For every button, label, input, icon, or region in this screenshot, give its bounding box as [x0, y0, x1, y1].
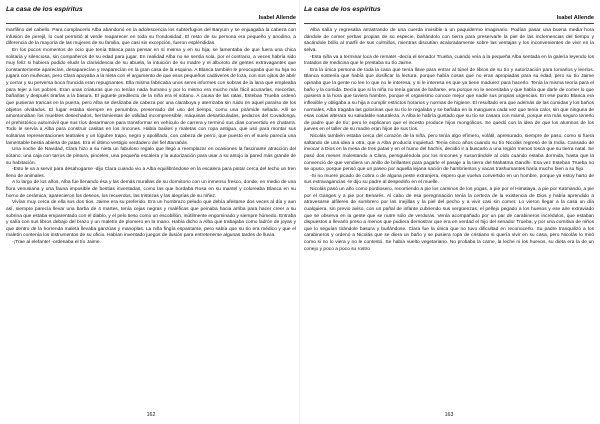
header-rule [6, 23, 296, 24]
paragraph: En los pocos momentos de ocio que tenía Blanca para pensar en sí misma y en su hija, se lamentaba de que fuera una chica solitaria y silenciosa, sin compañeros de su edad para jugar. En realidad Alba no se sentía sola, por el contrario, a veces habría sido muy feliz si hubiera podido eludir la clarividencia de su abuela, la intuición de su madre y el alboroto de gentes extravagantes que constantemente aparecían, desaparecían y reaparecían en la gran casa de la esquina. A Blanca también le preocupaba que su hija no jugara con muñecas, pero Clara apoyaba a la nieta con el argumento de que esos pequeños cadáveres de loza, con sus ojitos de abrir y cerrar y su perversa boca fruncida eran repugnantes. Ella misma fabricaba unos seres informes con sobras de la lana que empleaba para tejer a los pobres. Eran unas criaturas que no tenían nada humano y por lo mismo era mucho más fácil acunarlas, mecerlas, bañarlas y después tirarlas a la basura. El juguete predilecto de la niña era el sótano. A causa de las ratas, Esteban Trueba ordenó que pusieran trancas en la puerta, pero Alba se deslizaba de cabeza por una claraboya y aterrizaba sin ruido en aquel paraíso de los objetos olvidados. El lugar estaba siempre en penumbra, preservado del uso del tiempo, como una pirámide sellada. Allí se amontonaban los muebles desechados, herramientas de utilidad incomprensible, máquinas desarticuladas, pedazos del Covadonga, el prehistórico automóvil que sus tíos desarmaron para transformar en vehículo de carrera y terminó sus días convertido en chatarra. Todo le servía a Alba para construir casitas en los rincones. Había baúles y maletas con ropa antigua, que usó para montar sus solitarias representaciones teatrales y un lúgubre trapo, negro y apolillado, con cabeza de perro, que puesto en el suelo parecía una lamentable bestia abierta de patas. Era el último vestigio verdadero del fiel Barrabás. [6, 47, 296, 146]
book-title-header: La casa de los espíritus [6, 6, 83, 13]
paragraph: -Si no muere picado de cobra o de alguna peste extranjera, espero que vuelva convertido en un hombre, porque ya estoy harto de sus extravagancias -le dijo su padre al despedirlo en el muelle. [304, 173, 594, 186]
author-header: Isabel Allende [556, 15, 594, 21]
paragraph: Nicolás pasó un año como pordiosero, recorriendo a pie los caminos de los yogas, a pie por el Himalaya, a pie por Katmandú, a pie por el Ganges y a pie por Benarés. Al cabo de esa peregrinación tenía la certeza de la existencia de Dios y había aprendido a atravesarse alfileres de sombrero por las mejillas y la piel del pecho y a vivir casi sin comer. Lo vieron llegar a la casa un día cualquiera, sin previo aviso, con un pañal de infante cubriendo sus vergüenzas, el pellejo pegado a los huesos y ese aire extraviado que se observa en la gente que se nutre sólo de verduras. Venía acompañado por un par de carabineros incrédulos, que estaban dispuestos a llevarlo preso a menos que pudiera demostrar que era en verdad el hijo del senador Trueba, y por una comitiva de niños que lo seguían tirándole basura y burlándose. Clara fue la única que no tuvo dificultad en reconocerlo. Su padre tranquilizó a los carabineros y ordenó a Nicolás que se diera un baño y se pusiera ropa de cristiano si quería vivir en su casa, pero Nicolás lo miró como si no lo viera y no le contestó. Se había vuelto vegetariano. No probaba la carne, la leche ni los huevos, su dieta era la de un conejo y poco a poco su rostro [304, 187, 594, 252]
header-rule [304, 23, 594, 24]
page-body-text [6, 28, 296, 247]
page-number: 162 [146, 412, 156, 418]
book-title-header: La casa de los espíritus [304, 6, 381, 13]
page-number: 163 [444, 412, 454, 418]
paragraph: Alba salía y regresaba arrastrando de una cuerda invisible a un paquidermo imaginario. Podían pasar una buena media hora dándole de comer yerbas propias de su especie, bañándolo con tierra para preservarle la piel de las inclemencias del tiempo y sacándole brillo al marfil de sus colmillos, mientras discutían acaloradamente sobre las ventajas y los inconvenientes de vivir en la selva. [304, 28, 594, 53]
page-body-text [304, 28, 594, 253]
right-page [304, 0, 594, 424]
paragraph: Una noche de Navidad, Clara hizo a su nieta un fabuloso regalo que llegó a reemplazar en ocasiones la fascinante atracción del sótano: una caja con tarros de pintura, pinceles, una pequeña escalera y la autorización para usar a su antojo la pared más grande de su habitación. [6, 147, 296, 166]
paragraph: marfilino del cabello. Para complacerlo Alba abandonó en la adolescencia los subterfugios del Baryum y se enjuagaba la cabeza con infusión de perejil, lo cual permitió al verde reaparecer en toda su frondosidad. El resto de su persona era pequeño y anodino, a diferencia de la mayoría de las mujeres de su familia, que casi sin excepción, fueron espléndidas. [6, 28, 296, 47]
paragraph: Vivían muy cerca de ella sus dos tíos. Jaime era su preferido. Era un hombrazo peludo que debía afeitarse dos veces al día y aun así, siempre parecía llevar una barba de 4 martes, tenía cejas negras y maléficas que peinaba hacia arriba para hacer creer a su sobrina que estaba emparentado con el diablo, y el pelo tieso como un escobillón, inútilmente engominado y siempre húmedo. Entraba y salía con sus libros debajo del brazo y un maletín de plomero en la mano. Había dicho a Alba que trabajaba como ladrón de joyas y que dentro de la horrenda maleta llevaba ganzúas y manoplas. La niña fingía espantarse, pero sabía que su tío era médico y que el maletín contenía los instrumentos de su oficio. Habían inventado juegos de ilusión para entretenerse algunas tardes de lluvia. [6, 200, 296, 239]
paragraph: -¡Trae al elefante! -ordenaba el tío Jaime. [12, 240, 101, 245]
paragraph: Nicolás también estaba cerca del corazón de la niña, pero tenía algo efímero, volátil, apresurado, siempre de paso, como si fuera saltando de una idea a otra, que a Alba producía inquietud. Tenía cinco años cuando su tío Nicolás regresó de la India. Cansado de invocar a Dios en la mesa de tres patas y en el humo del hachís, decidió ir a buscarlo a una región menos tosca que su tierra natal. Se pasó dos meses molestando a Clara, persiguiéndola por los rincones y susurrándole al oído cuando estaba dormida, hasta que la convenció de que vendiera un anillo de brillantes para pagarle el pasaje a la tierra del Mahatma Gandhi. Esa vez Esteban Trueba no se opuso, porque pensó que un paseo por aquella lejana nación de hambrientos y vacas trashumantes haría mucho bien a su hijo. [304, 134, 594, 173]
paragraph: Era la única persona de toda la casa que tenía llave para entrar al túnel de libros de su tío y autorización para tomarlos y leerlos. Blanca sostenía que había que dosificar la lectura, porque había cosas que no eran apropiadas para su edad, pero su tío Jaime opinaba que la gente no lee lo que no le interesa, y si le interesa es que ya tiene madurez para hacerlo. Tenía la misma teoría para el baño y la comida. Decía que si la niña no tenía ganas de bañarse, era porque no le necesitaba y que había que darle de comer lo que quisiera a la hora que tuviera hambre, porque el organismo conoce mejor que nadie sus propias urgencias. En ese punto Blanca era inflexible y obligaba a su hija a cumplir estrictos horarios y normas de higiene. El resultado era que además de las comidas y los baños normales, Alba tragaba las golosinas que su tío le regalaba y se bañaba en la manguera cada vez que tenía calor, sin que ninguna de esas cosas alterara su saludable naturaleza. A Alba le habría gustado que su tío se casara con mamá, porque era más seguro tenerlo de padre que de tío; pero le explicaron que el incesto produce hijos mongólicos. Se quedó con la idea de que los alumnos de los jueves en el taller de su madre eran hijos de sus tíos. [304, 67, 594, 133]
left-page [6, 0, 296, 424]
book-spine [299, 0, 300, 424]
paragraph: -Esto le va a servir para desahogarse -dijo Clara cuando vio a Alba equilibrándose en la escalera para pintar cerca del techo un tren lleno de animales. [6, 167, 296, 179]
author-header: Isabel Allende [258, 15, 296, 21]
paragraph: -Esta niña va a terminar loca de remate! -decía el senador Trueba, cuando veía a la pequeña Alba sentada en la galería leyendo los tratados de medicina que le prestaba su tío Jaime. [304, 54, 594, 67]
paragraph: A lo largo de los años, Alba fue llenando ésa y las demás murallas de su dormitorio con un inmenso fresco, donde, en medio de una flora venusiana y una fauna imposible de bestias inventadas, como las que bordaba Rosa en su mantel y coloreaba Blanca en su horno de cerámica, aparecieron los deseos, los recuerdos, las tristezas y las alegrías de su niñez. [6, 180, 296, 199]
